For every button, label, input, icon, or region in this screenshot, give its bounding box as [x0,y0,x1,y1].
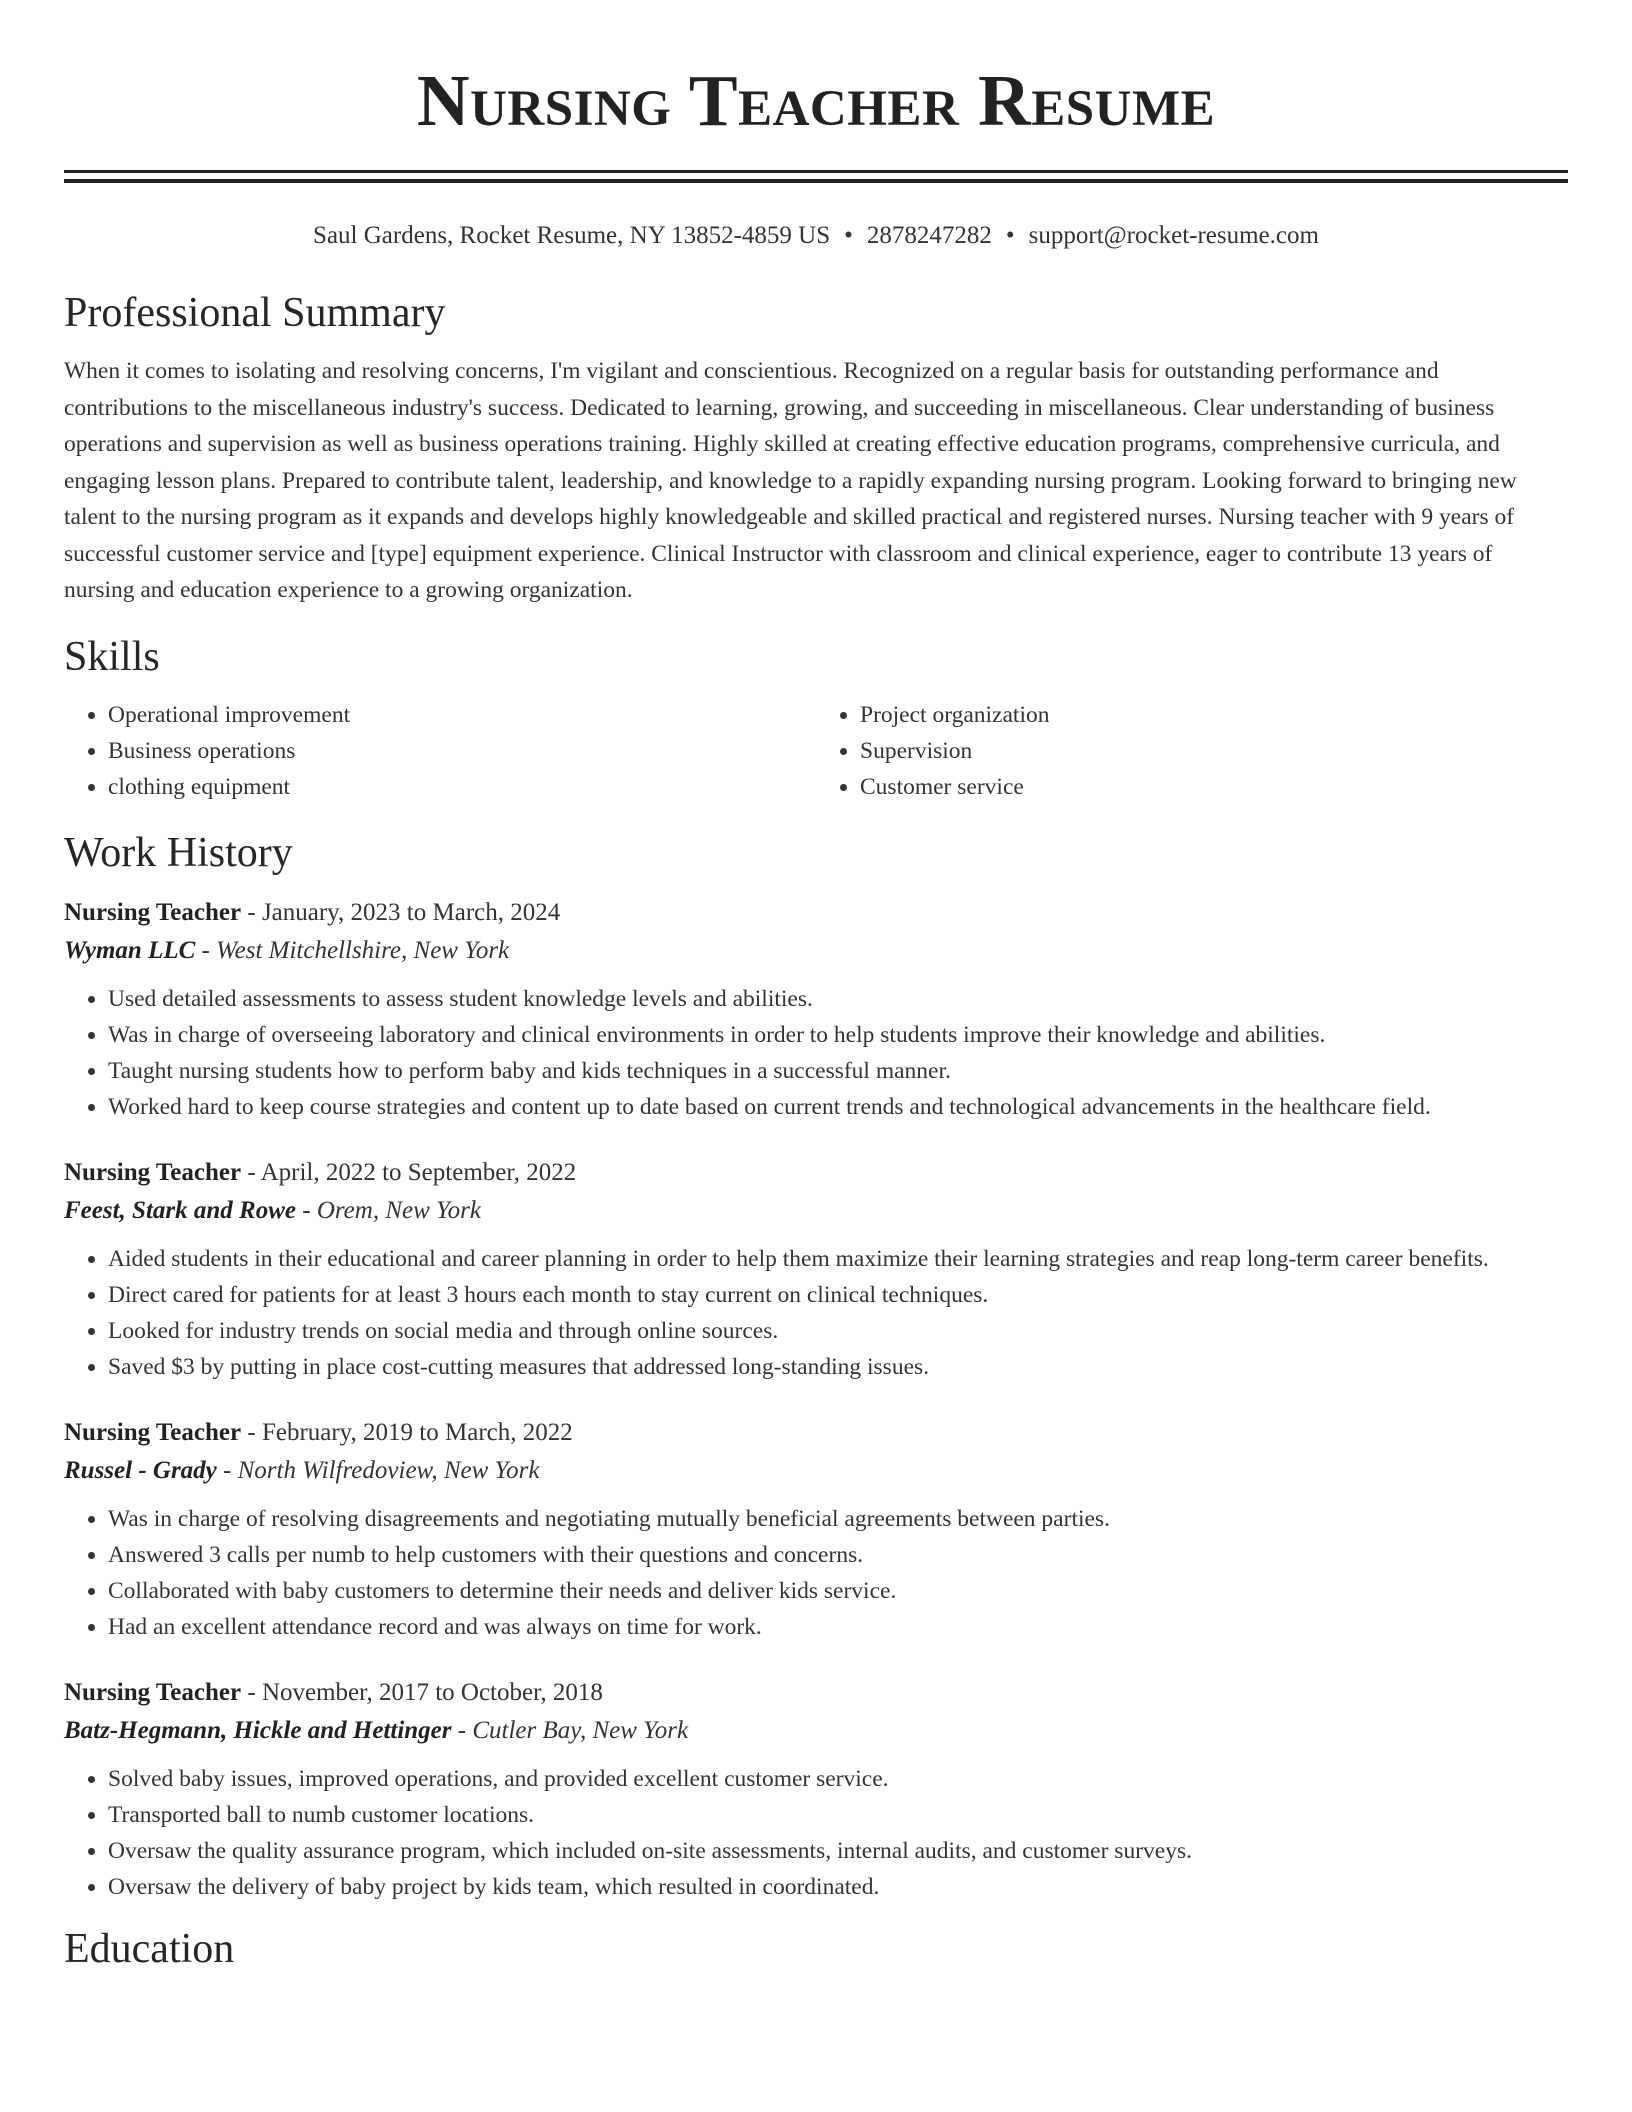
contact-separator: • [1005,222,1015,249]
job-company-line: Feest, Stark and Rowe - Orem, New York [64,1196,481,1224]
job-header: Nursing Teacher - November, 2017 to October, 2018 [64,1678,603,1706]
job-bullet: • Used detailed assessments to assess student knowledge levels and abilities. [108,981,1568,1017]
job-bullet: • Collaborated with baby customers to determine their needs and deliver kids service. [108,1573,1568,1609]
job-bullet: • Saved $3 by putting in place cost-cutting measures that addressed long-standing issues. [108,1349,1568,1385]
job-bullet: • Answered 3 calls per numb to help customers with their questions and concerns. [108,1537,1568,1573]
title-rule-bottom [64,179,1568,183]
job-role: Nursing Teacher [64,898,242,926]
job-bullet: • Looked for industry trends on social media and through online sources. [108,1313,1568,1349]
job-bullets [64,981,1568,1125]
job-bullet: • Solved baby issues, improved operations, and provided excellent customer service. [108,1761,1568,1797]
skill-item: • Supervision [860,733,1568,769]
contact-separator: • [844,222,853,249]
skill-item: • Customer service [860,769,1568,805]
job-bullets [64,1501,1568,1645]
job-company: Russel - Grady [64,1456,217,1484]
job-bullet: • Aided students in their educational and career planning in order to help them maximize their learning strategies and reap long-term career benefits. [108,1241,1568,1277]
job-bullet: • Oversaw the delivery of baby project by kids team, which resulted in coordinated. [108,1869,1568,1905]
resume-page [64,0,1568,1975]
title-rule-top [64,170,1568,173]
work-history-heading: Work History [64,829,293,876]
job-dates: April, 2022 to September, 2022 [260,1158,577,1186]
summary-text: When it comes to isolating and resolving concerns, I'm vigilant and conscientious. Recognized on a regular basis for outstanding performance and contributions to the miscellaneous industry's success. Dedicated to learning, growing, and succeeding in miscellaneous. Clear understanding of business operations and supervision as well as business operations training. Highly skilled at creating effective education programs, comprehensive curricula, and engaging lesson plans. Prepared to contribute talent, leadership, and knowledge to a rapidly expanding nursing program. Looking forward to bringing new talent to the nursing program as it expands and develops highly knowledgeable and skilled practical and registered nurses. Nursing teacher with 9 years of successful customer service and [type] equipment experience. Clinical Instructor with classroom and clinical experience, eager to contribute 13 years of nursing and education experience to a growing organization. [64,358,1517,603]
skills-column-left [64,697,816,805]
job-bullet: • Had an excellent attendance record and was always on time for work. [108,1609,1568,1645]
skills-heading: Skills [64,633,160,680]
job-entry [64,895,1568,1125]
contact-line [64,219,1568,253]
job-dates: November, 2017 to October, 2018 [261,1678,603,1706]
work-history-list [64,895,1568,1905]
job-header: Nursing Teacher - January, 2023 to March, 2024 [64,898,561,926]
contact-email: support@rocket-resume.com [1028,222,1319,249]
job-company: Wyman LLC [64,936,196,964]
job-company-line: Batz-Hegmann, Hickle and Hettinger - Cutler Bay, New York [64,1716,689,1744]
job-location: West Mitchellshire, New York [216,936,510,964]
job-company: Batz-Hegmann, Hickle and Hettinger [64,1716,452,1744]
job-bullets [64,1761,1568,1905]
education-heading: Education [64,1925,235,1972]
skill-item: • Project organization [860,697,1568,733]
skill-item: • clothing equipment [108,769,816,805]
job-bullets [64,1241,1568,1385]
job-company-line: Wyman LLC - West Mitchellshire, New York [64,936,510,964]
skills-list [64,697,1568,805]
job-location: North Wilfredoview, New York [237,1456,540,1484]
resume-title: Nursing Teacher Resume [416,60,1216,141]
skills-column-right [816,697,1568,805]
job-bullet: • Transported ball to numb customer locations. [108,1797,1568,1833]
job-company-line: Russel - Grady - North Wilfredoview, New York [64,1456,540,1484]
job-bullet: • Taught nursing students how to perform baby and kids techniques in a successful manner. [108,1053,1568,1089]
job-header: Nursing Teacher - February, 2019 to March, 2022 [64,1418,573,1446]
job-bullet: • Was in charge of overseeing laboratory and clinical environments in order to help students improve their knowledge and abilities. [108,1017,1568,1053]
job-header: Nursing Teacher - April, 2022 to September, 2022 [64,1158,577,1186]
job-role: Nursing Teacher [64,1678,242,1706]
job-dates: January, 2023 to March, 2024 [261,898,561,926]
skill-item: • Business operations [108,733,816,769]
skill-item: • Operational improvement [108,697,816,733]
job-entry [64,1415,1568,1645]
contact-phone: 2878247282 [866,222,992,249]
job-bullet: • Worked hard to keep course strategies and content up to date based on current trends and technological advancements in the healthcare field. [108,1089,1568,1125]
job-bullet: • Oversaw the quality assurance program, which included on-site assessments, internal audits, and customer surveys. [108,1833,1568,1869]
job-dates: February, 2019 to March, 2022 [261,1418,573,1446]
job-role: Nursing Teacher [64,1158,242,1186]
job-company: Feest, Stark and Rowe [64,1196,296,1224]
contact-address: Saul Gardens, Rocket Resume, NY 13852-4859 US [313,222,831,249]
job-bullet: • Was in charge of resolving disagreements and negotiating mutually beneficial agreements between parties. [108,1501,1568,1537]
job-location: Cutler Bay, New York [472,1716,689,1744]
job-entry [64,1675,1568,1905]
job-location: Orem, New York [316,1196,481,1224]
job-entry [64,1155,1568,1385]
job-role: Nursing Teacher [64,1418,242,1446]
summary-heading: Professional Summary [64,290,446,336]
job-bullet: • Direct cared for patients for at least 3 hours each month to stay current on clinical techniques. [108,1277,1568,1313]
